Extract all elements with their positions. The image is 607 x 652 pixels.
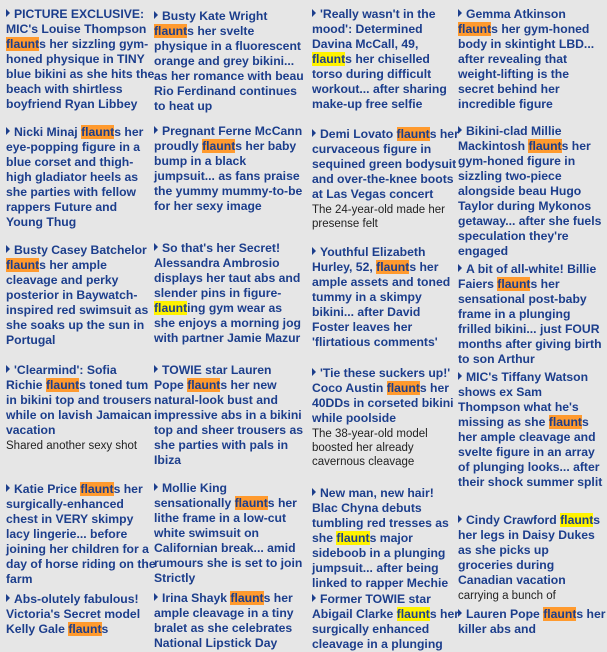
headline-text: s major sideboob in a plunging jumpsuit... after being linked to rapper Mechie	[312, 531, 449, 590]
headline-text: Demi Lovato	[320, 127, 397, 141]
arrow-right-icon	[312, 247, 316, 255]
headline-link[interactable]	[154, 591, 304, 651]
search-highlight: flaunt	[560, 513, 594, 527]
headline-text: So that's her Secret! Alessandra Ambrosio displays her taut abs and slender pins in figure-	[154, 241, 301, 300]
headline-text: ing gym wear as she enjoys a morning jog with partner Jamie Mazur	[154, 301, 301, 345]
headline-text: s her ample cleavage and svelte figure in an array of plunging looks... after their shock summer split	[458, 415, 603, 489]
arrow-right-icon	[154, 365, 158, 373]
headline-text: s her gym-honed body in skintight LBD... after revealing that weight-lifting is the secret behind her incredible figure	[458, 22, 595, 111]
arrow-right-icon	[458, 264, 462, 272]
headline-text: s her ample cleavage in a tiny bralet as she celebrates National Lipstick Day	[154, 591, 294, 650]
headline-link[interactable]	[458, 513, 606, 588]
headline-text: Nicki Minaj	[14, 125, 82, 139]
headline-link[interactable]	[6, 125, 156, 230]
headline-link[interactable]	[154, 9, 304, 114]
teaser-subtext: Shared another sexy shot	[6, 440, 138, 452]
arrow-right-icon	[458, 9, 462, 17]
headline-text: s her legs in Daisy Dukes as she picks up groceries during Canadian vacation	[458, 513, 601, 587]
headline-text: A bit of all-white! Billie Faiers	[458, 262, 597, 291]
headline-text: Katie Price	[14, 482, 81, 496]
headline-text: s her surgically enhanced cleavage in a plunging	[312, 607, 459, 651]
headline-text: 'Really wasn't in the mood': Determined Davina McCall, 49,	[312, 7, 436, 51]
headline-text: Gemma Atkinson	[466, 7, 566, 21]
teaser-subtext: The 24-year-old made her presense felt	[312, 204, 445, 230]
headline-text: s her surgically-enhanced chest in VERY skimpy lacy lingerie... before joining her children for a day of horse riding on the farm	[6, 482, 156, 586]
headline-text: New man, new hair! Blac Chyna debuts tumbling red tresses as she	[312, 486, 449, 545]
article-teaser	[312, 592, 460, 651]
arrow-right-icon	[154, 126, 158, 134]
headline-text: s her chiselled torso during difficult workout... after sharing make-up free selfie	[312, 52, 447, 111]
search-highlight: flaunt	[230, 591, 264, 605]
search-highlight: flaunt	[548, 415, 582, 429]
article-teaser	[154, 363, 304, 479]
search-highlight: flaunt	[154, 24, 188, 38]
article-teaser	[458, 370, 606, 489]
arrow-right-icon	[312, 368, 316, 376]
article-teaser	[458, 607, 606, 644]
article-teaser	[458, 262, 606, 374]
headline-link[interactable]	[6, 243, 156, 348]
headline-text: Busty Casey Batchelor	[14, 243, 147, 257]
headline-link[interactable]	[154, 241, 304, 346]
search-highlight: flaunt	[497, 277, 531, 291]
arrow-right-icon	[6, 365, 10, 373]
headline-text: s her new natural-look bust and impressive abs in a bikini top and sheer trousers as she parties with pals in Ibiza	[154, 378, 304, 467]
article-teaser	[154, 241, 304, 353]
search-highlight: flaunt	[396, 607, 430, 621]
headline-link[interactable]	[458, 370, 606, 490]
headline-link[interactable]	[458, 607, 606, 637]
headline-text: PICTURE EXCLUSIVE: MIC's Louise Thompson	[6, 7, 147, 36]
arrow-right-icon	[458, 515, 462, 523]
search-highlight: flaunt	[80, 482, 114, 496]
search-highlight: flaunt	[81, 125, 115, 139]
headline-text: s her killer abs and	[458, 607, 606, 636]
search-highlight: flaunt	[396, 127, 430, 141]
article-teaser	[6, 482, 156, 586]
arrow-right-icon	[6, 9, 10, 17]
headline-text: Bikini-clad Millie Mackintosh	[458, 124, 562, 153]
headline-text: s her sensational post-baby frame in a plunging frilled bikini... just FOUR months after giving birth to son Arthur	[458, 277, 602, 366]
headline-link[interactable]	[458, 7, 606, 112]
headline-link[interactable]	[458, 262, 606, 367]
headline-link[interactable]	[6, 363, 156, 438]
headline-text: s her curvaceous figure in sequined green bodysuit and over-the-knee boots at Las Vegas concert	[312, 127, 459, 201]
arrow-right-icon	[6, 594, 10, 602]
search-highlight: flaunt	[234, 496, 268, 510]
article-teaser	[312, 7, 460, 117]
article-teaser	[312, 366, 460, 482]
headline-text: 'Tie these suckers up!' Coco Austin	[312, 366, 451, 395]
headline-link[interactable]	[312, 7, 460, 112]
article-teaser	[312, 486, 460, 590]
headline-text: Mollie King sensationally	[154, 481, 235, 510]
headline-text: Pregnant Ferne McCann proudly	[154, 124, 303, 153]
arrow-right-icon	[458, 372, 462, 380]
search-highlight: flaunt	[45, 378, 80, 392]
headline-text: Youthful Elizabeth Hurley, 52,	[312, 245, 426, 274]
headline-link[interactable]	[154, 481, 304, 586]
search-highlight: flaunt	[376, 260, 410, 274]
headline-link[interactable]	[458, 124, 606, 259]
arrow-right-icon	[6, 245, 10, 253]
article-teaser	[154, 591, 304, 650]
headline-link[interactable]	[154, 363, 304, 468]
headline-text: s her ample cleavage and perky posterior in Baywatch-inspired red swimsuit as she soaks up the sun in Portugal	[6, 258, 149, 347]
headline-text: Busty Kate Wright	[162, 9, 268, 23]
article-teaser	[458, 124, 606, 258]
headline-text: Abs-olutely fabulous! Victoria's Secret model Kelly Gale	[6, 592, 141, 636]
headline-text: s her baby bump in a black jumpsuit... as fans praise the yummy mummy-to-be for her sexy image	[154, 139, 303, 213]
headline-text: TOWIE star Lauren Pope	[154, 363, 272, 392]
arrow-right-icon	[312, 594, 316, 602]
headline-text: s toned tum in bikini top and trousers while on lavish Jamaican vacation	[6, 378, 152, 437]
article-teaser	[312, 127, 460, 239]
search-highlight: flaunt	[386, 381, 420, 395]
search-highlight: flaunt	[528, 139, 562, 153]
search-highlight: flaunt	[336, 531, 370, 545]
arrow-right-icon	[154, 11, 158, 19]
headline-text: s her lithe frame in a low-cut white swimsuit on Californian break... amid rumours she is set to join Strictly	[154, 496, 303, 585]
article-teaser	[6, 7, 156, 117]
arrow-right-icon	[458, 609, 462, 617]
arrow-right-icon	[458, 126, 462, 134]
headline-link[interactable]	[312, 245, 460, 350]
headline-link[interactable]	[6, 592, 156, 637]
headline-text: s her gym-honed figure in sizzling two-piece alongside beau Hugo Taylor during Mykonos getaway... after she fuels speculation they're engaged	[458, 139, 602, 258]
headline-link[interactable]	[6, 482, 156, 587]
headline-text: Irina Shayk	[162, 591, 231, 605]
teaser-subtext: carrying a bunch of	[458, 590, 556, 602]
search-highlight: flaunt	[6, 37, 40, 51]
headline-text: s her sizzling gym-honed physique in TINY blue bikini as she hits the beach with shirtless boyfriend Ryan Libbey	[6, 37, 155, 111]
arrow-right-icon	[154, 483, 158, 491]
search-highlight: flaunt	[154, 301, 188, 315]
teaser-subtext: The 38-year-old model boosted her already cavernous cleavage	[312, 428, 428, 468]
search-highlight: flaunt	[6, 258, 40, 272]
headline-text: Former TOWIE star Abigail Clarke	[312, 592, 431, 621]
headline-text: s her ample assets and toned tummy in a skimpy bikini... after David Foster leaves her 'flirtatious comments'	[312, 260, 451, 349]
headline-text: 'Clearmind': Sofia Richie	[6, 363, 117, 392]
headline-link[interactable]	[312, 592, 460, 652]
article-teaser	[154, 9, 304, 120]
headline-text: s her 40DDs in corseted bikini while poolside	[312, 381, 454, 425]
headline-text: Cindy Crawford	[466, 513, 561, 527]
headline-link[interactable]	[154, 124, 304, 214]
headline-text: s her svelte physique in a fluorescent orange and grey bikini... as her romance with beau Rio Ferdinand continues to heat up	[154, 24, 304, 113]
article-teaser	[6, 243, 156, 355]
search-highlight: flaunt	[543, 607, 577, 621]
headline-text: MIC's Tiffany Watson shows ex Sam Thompson what he's missing as she	[458, 370, 589, 429]
search-highlight: flaunt	[312, 52, 346, 66]
article-teaser	[458, 513, 606, 602]
headline-text: s her eye-popping figure in a blue corset and thigh-high gladiator heels as she parties with fellow rappers Future and Young Thug	[6, 125, 144, 229]
headline-text: Lauren Pope	[466, 607, 544, 621]
arrow-right-icon	[6, 484, 10, 492]
article-teaser	[154, 481, 304, 585]
search-highlight: flaunt	[187, 378, 221, 392]
headline-link[interactable]	[312, 486, 460, 591]
article-teaser	[458, 7, 606, 117]
article-teaser	[154, 124, 304, 236]
arrow-right-icon	[154, 243, 158, 251]
arrow-right-icon	[312, 9, 316, 17]
search-highlight: flaunt	[68, 622, 102, 636]
article-teaser	[312, 245, 460, 357]
headline-link[interactable]	[6, 7, 156, 112]
search-highlight: flaunt	[458, 22, 492, 36]
arrow-right-icon	[312, 488, 316, 496]
search-highlight: flaunt	[202, 139, 236, 153]
article-teaser	[6, 592, 156, 644]
article-teaser	[6, 363, 156, 452]
arrow-right-icon	[154, 593, 158, 601]
headline-link[interactable]	[312, 127, 460, 202]
headline-text: s	[101, 622, 109, 636]
arrow-right-icon	[312, 129, 316, 137]
headline-link[interactable]	[312, 366, 460, 426]
article-teaser	[6, 125, 156, 237]
arrow-right-icon	[6, 127, 10, 135]
